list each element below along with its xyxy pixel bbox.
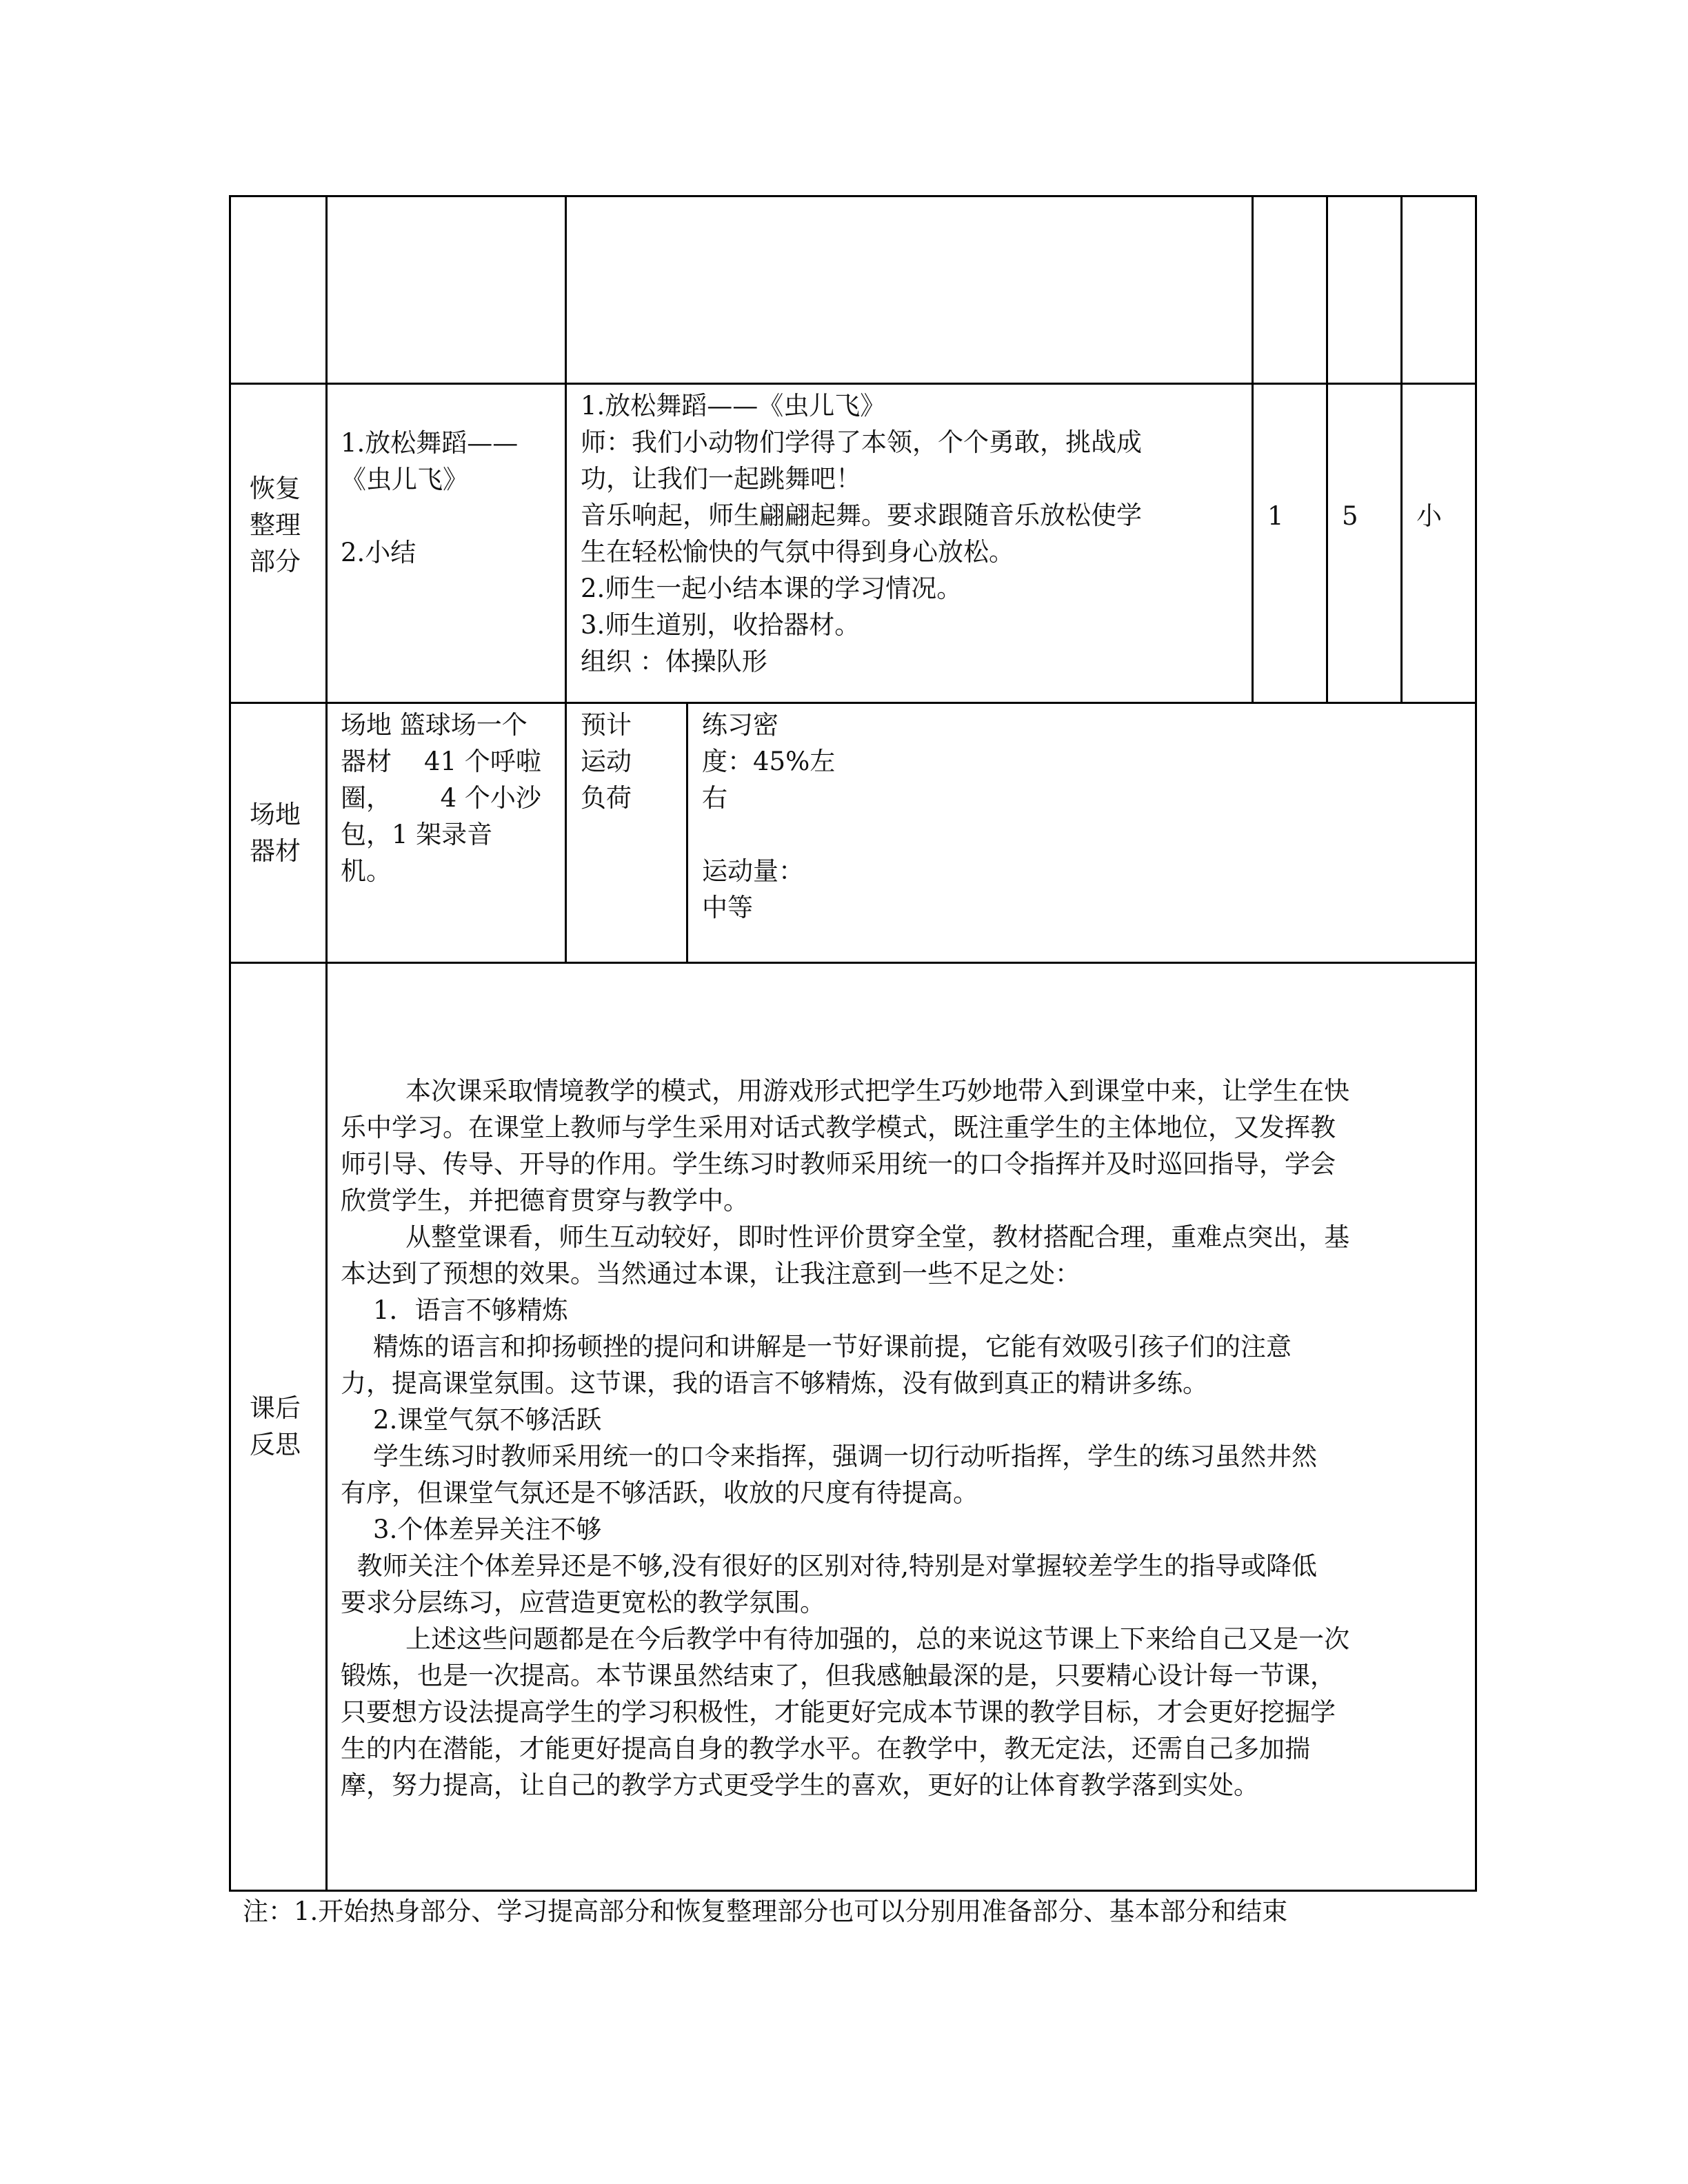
table-line (1326, 195, 1328, 704)
label-line: 负荷 (581, 783, 632, 813)
table-line (565, 195, 567, 964)
method-line: 3.师生道别，收拾器材。 (581, 610, 861, 640)
recovery-method (581, 387, 1142, 680)
equipment-list (341, 707, 541, 889)
reflection-line: 乐中学习。在课堂上教师与学生采用对话式教学模式，既注重学生的主体地位，又发挥教 (341, 1113, 1336, 1142)
reflection-line: 生的内在潜能，才能更好提高自身的教学水平。在教学中，教无定法，还需自己多加揣 (341, 1734, 1310, 1763)
table-line (229, 1890, 1477, 1892)
label-line: 预计 (581, 710, 632, 740)
equipment-line: 机。 (341, 856, 392, 886)
method-line: 2.师生一起小结本课的学习情况。 (581, 574, 963, 603)
table-line (229, 195, 231, 1892)
method-line: 音乐响起，师生翩翩起舞。要求跟随音乐放松使学 (581, 501, 1142, 530)
reflection-line: 教师关注个体差异还是不够,没有很好的区别对待,特别是对掌握较差学生的指导或降低 (341, 1551, 1318, 1581)
reflection-line: 本次课采取情境教学的模式，用游戏形式把学生巧妙地带入到课堂中来，让学生在快 (341, 1076, 1350, 1106)
recovery-minutes: 5 (1342, 501, 1358, 531)
label-line: 器材 (250, 836, 301, 866)
label-line: 恢复 (250, 474, 301, 503)
equipment-line: 包，1 架录音 (341, 820, 493, 849)
label-line: 部分 (250, 547, 301, 576)
reflection-line: 摩，努力提高，让自己的教学方式更受学生的喜欢，更好的让体育教学落到实处。 (341, 1770, 1259, 1800)
load-label (581, 707, 632, 816)
table-line (686, 702, 688, 964)
recovery-intensity: 小 (1416, 501, 1442, 531)
recovery-section-label (250, 470, 312, 580)
recovery-content (341, 425, 518, 571)
method-line: 师：我们小动物们学得了本领，个个勇敢，挑战成 (581, 427, 1142, 457)
table-line (229, 195, 1477, 197)
reflection-line: 1．语言不够精炼 (341, 1295, 568, 1325)
load-line: 运动量： (702, 856, 804, 886)
method-line: 生在轻松愉快的气氛中得到身心放松。 (581, 537, 1014, 567)
equipment-line: 圈， 4 个小沙 (341, 783, 541, 813)
table-line (1252, 195, 1254, 704)
content-line: 《虫儿飞》 (341, 465, 468, 494)
label-line: 运动 (581, 747, 632, 776)
reflection-line: 3.个体差异关注不够 (341, 1515, 602, 1544)
reflection-line: 只要想方设法提高学生的学习积极性，才能更好完成本节课的教学目标，才会更好挖掘学 (341, 1697, 1336, 1727)
table-line (325, 195, 328, 1892)
content-line (341, 498, 518, 534)
reflection-line: 2.课堂气氛不够活跃 (341, 1405, 602, 1435)
equipment-line: 器材 41 个呼啦 (341, 747, 541, 776)
reflection-line: 精炼的语言和抑扬顿挫的提问和讲解是一节好课前提，它能有效吸引孩子们的注意 (341, 1332, 1292, 1362)
equipment-line: 场地 篮球场一个 (341, 710, 528, 740)
table-line (1475, 195, 1477, 1892)
load-line: 度：45%左 (702, 747, 836, 776)
load-line (702, 816, 835, 853)
content-line: 1.放松舞蹈—— (341, 428, 519, 458)
venue-section-label (250, 796, 312, 869)
label-line: 反思 (250, 1430, 301, 1459)
method-line: 功，让我们一起跳舞吧！ (581, 464, 861, 494)
reflection-line: 学生练习时教师采用统一的口令来指挥，强调一切行动听指挥，学生的练习虽然井然 (341, 1442, 1318, 1471)
reflection-line: 有序，但课堂气氛还是不够活跃，收放的尺度有待提高。 (341, 1478, 978, 1508)
footnote: 注：1.开始热身部分、学习提高部分和恢复整理部分也可以分别用准备部分、基本部分和结束 (243, 1897, 1288, 1926)
label-line: 场地 (250, 800, 301, 829)
table-line (229, 702, 1477, 704)
reflection-section-label (250, 1390, 312, 1463)
label-line: 整理 (250, 510, 301, 540)
table-line (1400, 195, 1403, 704)
reflection-line: 上述这些问题都是在今后教学中有待加强的，总的来说这节课上下来给自己又是一次 (341, 1624, 1350, 1654)
recovery-times: 1 (1267, 501, 1284, 531)
load-values (702, 707, 835, 926)
load-line: 练习密 (702, 710, 778, 740)
table-line (229, 383, 1477, 385)
reflection-line: 师引导、传导、开导的作用。学生练习时教师采用统一的口令指挥并及时巡回指导，学会 (341, 1149, 1336, 1179)
load-line: 中等 (702, 893, 753, 922)
table-line (229, 962, 1477, 964)
reflection-text (341, 1073, 1349, 1803)
method-line: 1.放松舞蹈——《虫儿飞》 (581, 391, 886, 421)
content-line: 2.小结 (341, 538, 416, 567)
label-line: 课后 (250, 1393, 301, 1423)
reflection-line: 欣赏学生，并把德育贯穿与教学中。 (341, 1186, 749, 1215)
load-line: 右 (702, 783, 727, 813)
reflection-line: 从整堂课看，师生互动较好，即时性评价贯穿全堂，教材搭配合理，重难点突出，基 (341, 1222, 1350, 1252)
reflection-line: 要求分层练习，应营造更宽松的教学氛围。 (341, 1588, 825, 1617)
reflection-line: 力，提高课堂氛围。这节课，我的语言不够精炼，没有做到真正的精讲多练。 (341, 1368, 1208, 1398)
reflection-line: 本达到了预想的效果。当然通过本课，让我注意到一些不足之处： (341, 1259, 1081, 1288)
reflection-line: 锻炼，也是一次提高。本节课虽然结束了，但我感触最深的是，只要精心设计每一节课， (341, 1661, 1336, 1690)
method-line: 组织 ：体操队形 (581, 647, 767, 676)
